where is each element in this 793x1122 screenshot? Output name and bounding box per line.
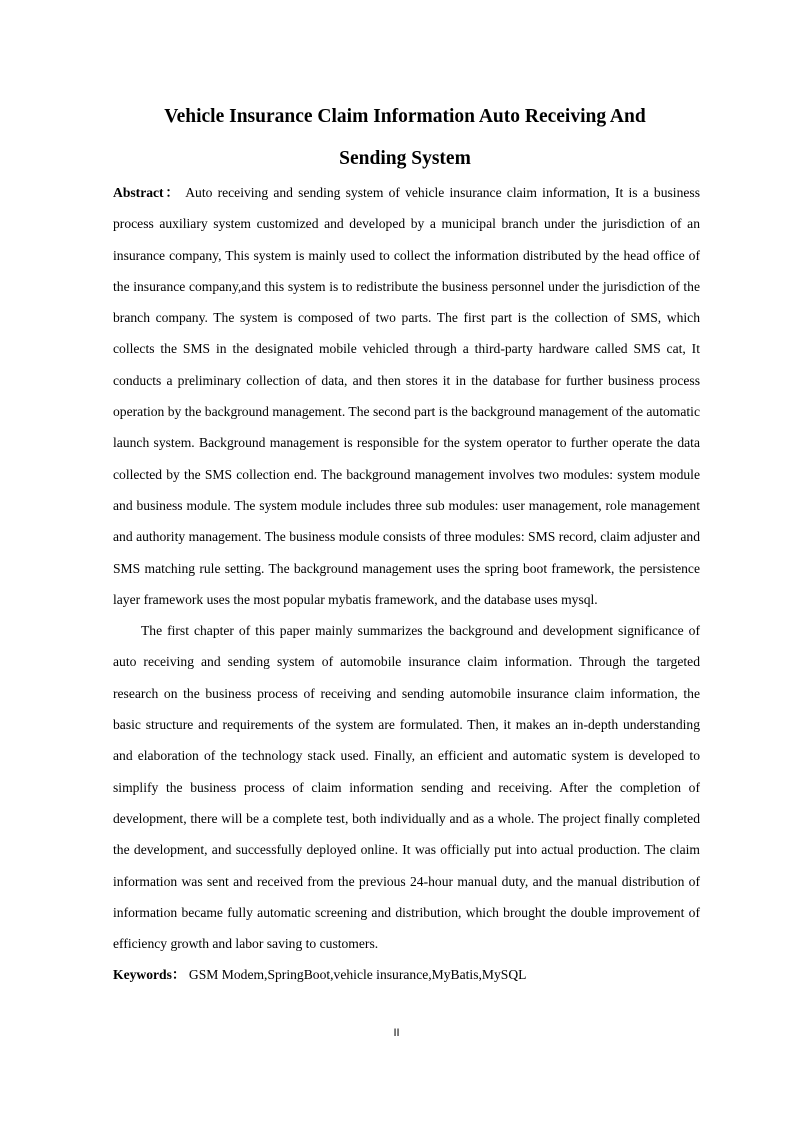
keywords-text: GSM Modem,SpringBoot,vehicle insurance,MyBatis,MySQL — [185, 967, 527, 983]
second-paragraph: The first chapter of this paper mainly summarizes the background and development significance of auto receiving and sending system of automobile insurance claim information. Through the targeted research on the business process of receiving and sending automobile insurance claim information, the basic structure and requirements of the system are formulated. Then, it makes an in-depth understanding and elaboration of the technology stack used. Finally, an efficient and automatic system is developed to simplify the business process of claim information sending and receiving. After the completion of development, there will be a complete test, both individually and as a whole. The project finally completed the development, and successfully deployed online. It was officially put into actual production. The claim information was sent and received from the previous 24-hour manual duty, and the manual distribution of information became fully automatic screening and distribution, which brought the double improvement of efficiency growth and labor saving to customers. — [113, 623, 700, 952]
title-line-2: Sending System — [339, 148, 471, 169]
paper-title — [100, 96, 710, 180]
abstract-text: Auto receiving and sending system of vehicle insurance claim information, It is a business process auxiliary system customized and developed by a municipal branch under the jurisdiction of an insurance company, This system is mainly used to collect the information distributed by the head office of the insurance company,and this system is to redistribute the business personnel under the jurisdiction of the branch company. The system is composed of two parts. The first part is the collection of SMS, which collects the SMS in the designated mobile vehicled through a third-party hardware called SMS cat, It conducts a preliminary collection of data, and then stores it in the database for further business process operation by the background management. The second part is the background management of the automatic launch system. Background management is responsible for the system operator to further operate the data collected by the SMS collection end. The background management involves two modules: system module and business module. The system module includes three sub modules: user management, role management and authority management. The business module consists of three modules: SMS record, claim adjuster and SMS matching rule setting. The background management uses the spring boot framework, the persistence layer framework uses the most popular mybatis framework, and the database uses mysql. — [113, 185, 700, 607]
page-number: II — [393, 1027, 400, 1039]
title-line-1: Vehicle Insurance Claim Information Auto Receiving And — [164, 106, 646, 127]
abstract-paragraph — [113, 177, 700, 615]
keywords-line — [113, 959, 700, 990]
keywords-label: Keywords： — [113, 967, 186, 983]
abstract-label: Abstract： — [113, 185, 181, 200]
abstract-section — [113, 177, 700, 991]
